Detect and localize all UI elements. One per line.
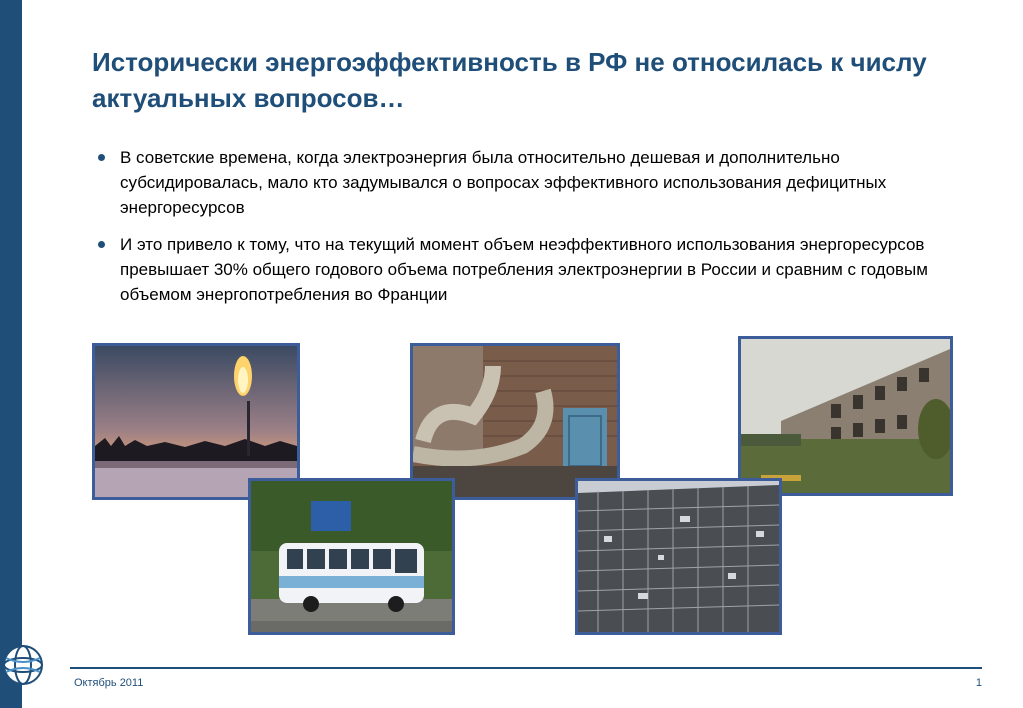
bullet-dot-icon [98, 154, 105, 161]
page-number: 1 [975, 677, 982, 689]
company-logo-icon [2, 644, 44, 686]
bullet-dot-icon [98, 241, 105, 248]
slide-title: Исторически энергоэффективность в РФ не относилась к числу актуальных вопросов… [92, 47, 927, 113]
bullet-list [96, 145, 986, 319]
glass-facade-photo [575, 478, 782, 635]
abandoned-building-photo [738, 336, 953, 496]
gas-flare-photo [92, 343, 300, 500]
bullet-item [96, 232, 986, 307]
old-pipes-photo [410, 343, 620, 500]
side-accent-bar [0, 0, 22, 708]
city-bus-photo [248, 478, 455, 635]
bullet-text: В советские времена, когда электроэнергия была относительно дешевая и дополнительно субсидировалась, мало кто задумывался о вопросах эффективного использования дефицитных энергоресурсов [120, 148, 887, 217]
bullet-text: И это привело к тому, что на текущий момент объем неэффективного использования энергоресурсов превышает 30% общего годового объема потребления электроэнергии в России и сравним с годовым объемом энергопотребления во Франции [120, 235, 928, 304]
bullet-item [96, 145, 986, 220]
footer-date: Октябрь 2011 [74, 677, 144, 689]
footer-divider [70, 667, 982, 669]
